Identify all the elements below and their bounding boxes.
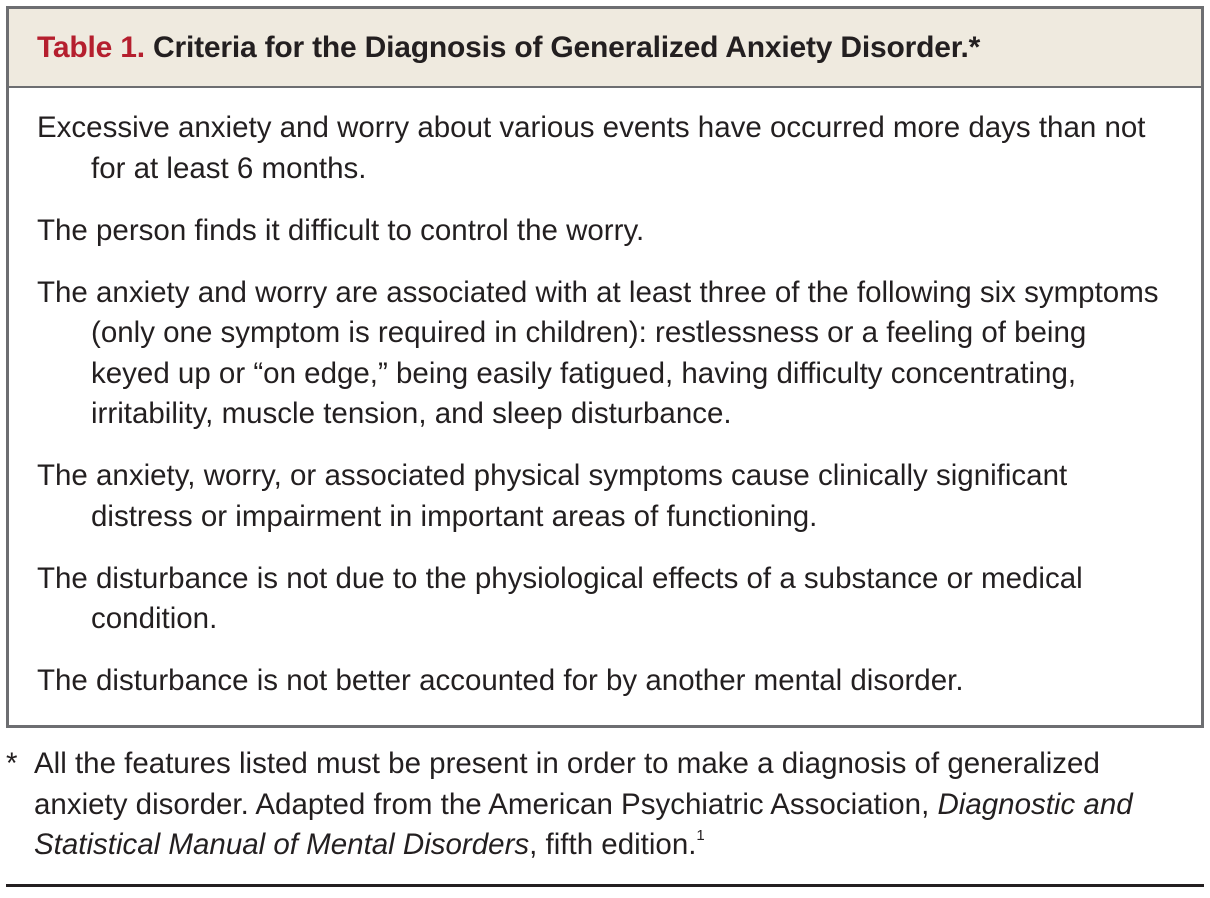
footnote-edition: , fifth edition. bbox=[529, 828, 697, 861]
table-title: Criteria for the Diagnosis of Generalized Anxiety Disorder.* bbox=[153, 31, 981, 64]
table-label: Table 1. bbox=[37, 31, 145, 64]
table-footnote bbox=[6, 744, 1196, 866]
footnote-body: All the features listed must be present in order to make a diagnosis of generalized anxiety disorder. Adapted from the American Psychiatric Association, bbox=[34, 747, 1100, 821]
table-header bbox=[9, 9, 1201, 88]
criterion-item: The anxiety and worry are associated with at least three of the following six symptoms (only one symptom is required in children): restlessness or a feeling of being keyed up or “on edge,” being easily fatigued, having difficulty concentrating, irritability, muscle tension, and sleep disturbance. bbox=[37, 275, 1159, 430]
bottom-rule bbox=[6, 884, 1204, 887]
footnote-text bbox=[34, 744, 1196, 866]
criteria-list bbox=[9, 88, 1201, 702]
criterion-item: The anxiety, worry, or associated physical symptoms cause clinically significant distress or impairment in important areas of functioning. bbox=[37, 459, 1068, 533]
footnote-reference: 1 bbox=[696, 827, 705, 844]
criterion-item: The person finds it difficult to control the worry. bbox=[37, 213, 645, 247]
criterion-item: Excessive anxiety and worry about various events have occurred more days than not for at least 6 months. bbox=[37, 111, 1146, 185]
criterion-item: The disturbance is not better accounted for by another mental disorder. bbox=[37, 664, 964, 697]
footnote-marker: * bbox=[6, 747, 18, 780]
criterion-item: The disturbance is not due to the physiological effects of a substance or medical condition. bbox=[37, 561, 1083, 635]
footnote-source-title: Diagnostic and Statistical Manual of Mental Disorders bbox=[34, 787, 1133, 861]
criteria-table bbox=[6, 6, 1204, 728]
